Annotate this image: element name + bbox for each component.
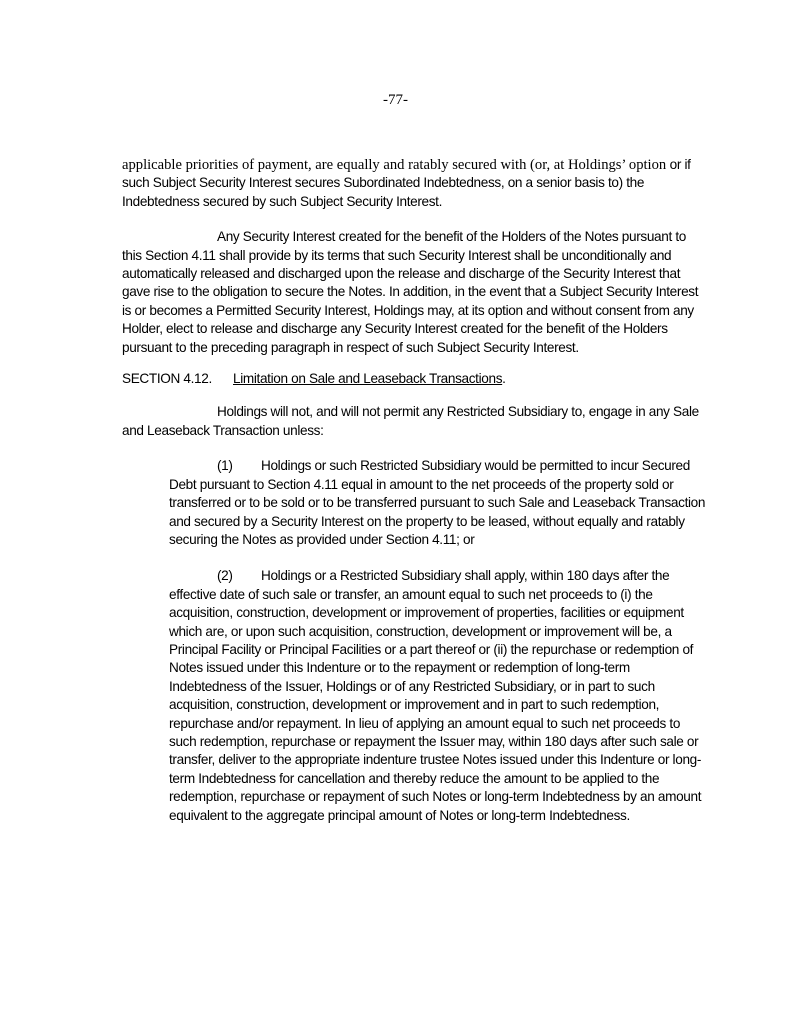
list-item (169, 457, 708, 549)
section-title-period: . (502, 371, 506, 387)
section-heading (122, 370, 708, 388)
list-item (169, 567, 708, 825)
security-interest-paragraph: Any Security Interest created for the benefit of the Holders of the Notes pursuant to this Section 4.11 shall provide by its terms that such Security Interest shall be unconditionally and automatically released and discharged upon the release and discharge of the Security Interest that gave rise to the obligation to secure the Notes. In addition, in the event that a Subject Security Interest is or becomes a Permitted Security Interest, Holdings may, at its option and without consent from any Holder, elect to release and discharge any Security Interest created for the benefit of the Holders pursuant to the preceding paragraph in respect of such Subject Security Interest. (122, 229, 699, 355)
continuation-paragraph (122, 156, 708, 211)
list-item-number: (2) (217, 568, 233, 584)
list-item-text: Holdings or a Restricted Subsidiary shall apply, within 180 days after the effective date of such sale or transfer, an amount equal to such net proceeds to (i) the acquisition, construction, development or improvement of properties, facilities or equipment which are, or upon such acquisition, construction, development or improvement will be, a Principal Facility or Principal Facilities or a part thereof or (ii) the repurchase or redemption of Notes issued under this Indenture or to the repayment or redemption of long-term Indebtedness of the Issuer, Holdings or of any Restricted Subsidiary, or in part to such acquisition, construction, development or improvement and in part to such redemption, repurchase and/or repayment. In lieu of applying an amount equal to such net proceeds to such redemption, repurchase or repayment the Issuer may, within 180 days after such sale or transfer, deliver to the appropriate indenture trustee Notes issued under this Indenture or long-term Indebtedness for cancellation and thereby reduce the amount to be applied to the redemption, repurchase or repayment of such Notes or long-term Indebtedness by an amount equivalent to the aggregate principal amount of Notes or long-term Indebtedness. (169, 568, 702, 823)
section-number: SECTION 4.12. (122, 371, 212, 387)
list-item-text: Holdings or such Restricted Subsidiary would be permitted to incur Secured Debt pursuant to Section 4.11 equal in amount to the net proceeds of the property sold or transferred or to be sold or to be transferred pursuant to such Sale and Leaseback Transaction and secured by a Security Interest on the property to be leased, without equally and ratably securing the Notes as provided under Section 4.11; or (169, 458, 706, 547)
continuation-paragraph-lead: applicable priorities of payment, are equally and ratably secured with (or, at Holdings’ option (122, 157, 667, 173)
document-body (122, 156, 708, 825)
section-title: Limitation on Sale and Leaseback Transactions (233, 371, 503, 387)
list-item-number: (1) (217, 458, 233, 474)
page-number: -77- (383, 92, 408, 108)
section-intro-paragraph: Holdings will not, and will not permit any Restricted Subsidiary to, engage in any Sale and Leaseback Transaction unless: (122, 404, 699, 438)
continuation-paragraph-rest: or if such Subject Security Interest secures Subordinated Indebtedness, on a senior basis to) the Indebtedness secured by such Subject Security Interest. (122, 157, 691, 209)
